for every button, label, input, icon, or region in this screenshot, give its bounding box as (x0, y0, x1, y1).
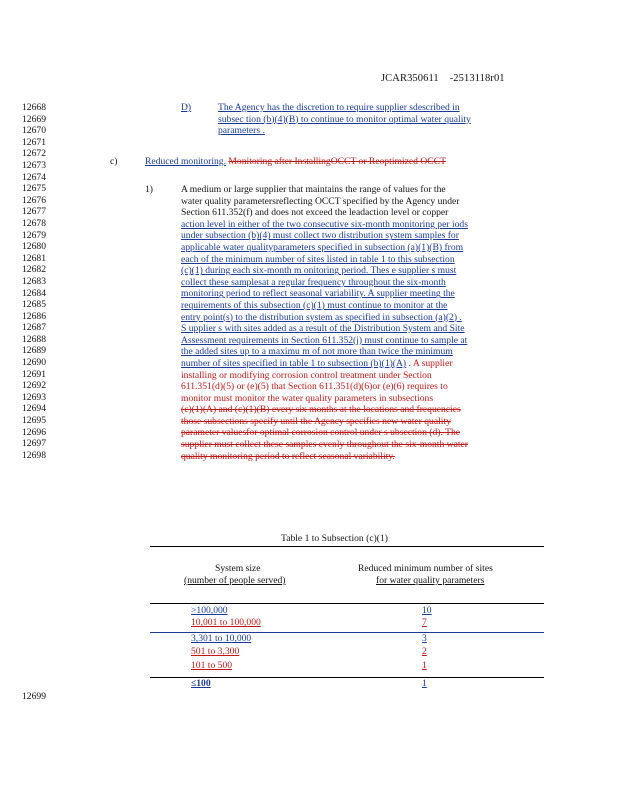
line-number: 12697 (22, 438, 46, 450)
line-number: 12696 (22, 426, 46, 438)
revision: -2513118r01 (449, 73, 505, 84)
table-cell-sites: 10 (422, 605, 432, 616)
table-header-rule (150, 603, 544, 604)
line-number: 12674 (22, 171, 46, 183)
line-number: 12695 (22, 415, 46, 427)
item-d-line: parameters . (218, 125, 265, 137)
line-number: 12675 (22, 183, 46, 195)
table-cell-size: ≤100 (191, 678, 211, 689)
line-number: 12698 (22, 449, 46, 461)
paragraph-line: the added sites up to a maximu m of not more than twice the minimum (181, 346, 453, 358)
paragraph-line: quality monitoring period to reflect seasonal variability. (181, 450, 395, 462)
paragraph-line-old: . A supplier (408, 357, 453, 369)
line-number: 12673 (22, 159, 46, 171)
table-cell-sites: 3 (422, 633, 427, 644)
paragraph-line: under subsection (b)(4) must collect two distribution system samples for (181, 230, 459, 242)
line-number: 12686 (22, 310, 46, 322)
line-number: 12678 (22, 217, 46, 229)
line-number: 12668 (22, 102, 46, 113)
table-cell-sites: 1 (422, 678, 427, 689)
paragraph-line (181, 358, 541, 370)
item-d-line: The Agency has the discretion to require supplier sdescribed in (218, 102, 460, 113)
paragraph-line: action level in either of the two consecutive six-month monitoring per iods (181, 218, 468, 230)
line-number: 12685 (22, 299, 46, 311)
line-number: 12690 (22, 357, 46, 369)
col1-header-line: System size (215, 563, 261, 574)
paragraph-line-new: number of sites specified in table 1 to subsection (b)(1)(A) (181, 357, 407, 369)
item-d-label: D) (181, 102, 192, 113)
table-cell-size: 3,301 to 10,000 (191, 633, 252, 644)
line-number: 12693 (22, 391, 46, 403)
table-cell-size: 101 to 500 (191, 660, 233, 671)
paragraph-line: each of the minimum number of sites listed in table 1 to this subsection (181, 253, 455, 265)
paragraph-line: A medium or large supplier that maintains the range of values for the (181, 184, 446, 195)
line-number: 12688 (22, 333, 46, 345)
col2-header-line: Reduced minimum number of sites (358, 563, 493, 574)
col2-header-line: for water quality parameters (376, 575, 485, 586)
page-header (381, 73, 505, 84)
table-row-rule (150, 632, 544, 633)
table-cell-sites: 7 (422, 617, 427, 628)
item-d-text (218, 102, 538, 137)
table-row-rule (150, 677, 544, 678)
title-old: Monitoring after InstallingOCCT or Reoptimized OCCT (228, 156, 446, 167)
paragraph-line: (c)(1)(A) and (c)(1)(B) every six months at the locations and frequencies (181, 404, 461, 416)
line-number: 12694 (22, 403, 46, 415)
line-number: 12671 (22, 136, 46, 148)
line-number: 12683 (22, 275, 46, 287)
paragraph-line: Assessment requirements in Section 611.352(j) must continue to sample at (181, 334, 468, 346)
paragraph-line: applicable water qualityparameters specified in subsection (a)(1)(B) from (181, 241, 464, 253)
line-number: 12692 (22, 380, 46, 392)
paragraph-line: requirements of this subsection (c)(1) must continue to monitor at the (181, 299, 448, 311)
line-number: 12672 (22, 148, 46, 160)
col1-header-line: (number of people served) (184, 575, 286, 586)
line-number: 12682 (22, 264, 46, 276)
paragraph-line: water quality parametersreflecting OCCT specified by the Agency under (181, 195, 460, 207)
table-caption: Table 1 to Subsection (c)(1) (281, 533, 388, 544)
paragraph-line: monitor must monitor the water quality parameters in subsections (181, 392, 434, 404)
line-numbers (22, 102, 46, 461)
paragraph-line: Section 611.352(f) and does not exceed the leadaction level or copper (181, 207, 449, 219)
paragraph-line: S upplier s with sites added as a result of the Distribution System and Site (181, 323, 465, 335)
paragraph-line: (c)(1) during each six-month m onitoring period. Thes e supplier s must (181, 265, 457, 277)
table-top-rule (150, 546, 544, 547)
table-cell-size: 501 to 3,300 (191, 646, 240, 657)
doc-id: JCAR350611 (381, 73, 439, 84)
subsection-c-label: c) (110, 156, 118, 167)
line-number: 12677 (22, 206, 46, 218)
line-number-last: 12699 (22, 691, 46, 702)
paragraph-1 (181, 184, 541, 462)
line-number: 12689 (22, 345, 46, 357)
paragraph-line: those subsections specify until the Agency specifies new water quality (181, 415, 451, 427)
subsection-c-title (145, 156, 446, 168)
item-1-label: 1) (145, 184, 153, 195)
paragraph-line: entry point(s) to the distribution system as specified in subsection (a)(2) . (181, 311, 462, 323)
paragraph-line: parameter valuesfor optimal corrosion control under s ubsection (d). The (181, 427, 461, 439)
line-number: 12687 (22, 322, 46, 334)
line-number: 12691 (22, 368, 46, 380)
line-number: 12681 (22, 252, 46, 264)
line-number: 12684 (22, 287, 46, 299)
table-cell-size: >100,000 (191, 605, 228, 616)
line-number: 12680 (22, 241, 46, 253)
paragraph-line: collect these samplesat a regular frequency throughout the six-month (181, 276, 446, 288)
line-number: 12676 (22, 194, 46, 206)
line-number: 12669 (22, 113, 46, 125)
line-number: 12679 (22, 229, 46, 241)
paragraph-line: supplier must collect these samples evenly throughout the six-month water (181, 439, 468, 451)
paragraph-line: 611.351(d)(5) or (e)(5) that Section 611.351(d)(6)or (e)(6) requires to (181, 381, 448, 393)
item-d-line: subsec tion (b)(4)(B) to continue to monitor optimal water quality (218, 113, 471, 125)
paragraph-line: monitoring period to reflect seasonal variability. A supplier meeting the (181, 288, 455, 300)
line-number: 12670 (22, 125, 46, 137)
table-cell-size: 10,001 to 100,000 (191, 617, 261, 628)
table-cell-sites: 1 (422, 660, 427, 671)
paragraph-line: installing or modifying corrosion control treatment under Section (181, 369, 432, 381)
title-new: Reduced monitoring. (145, 156, 226, 167)
table-cell-sites: 2 (422, 646, 427, 657)
